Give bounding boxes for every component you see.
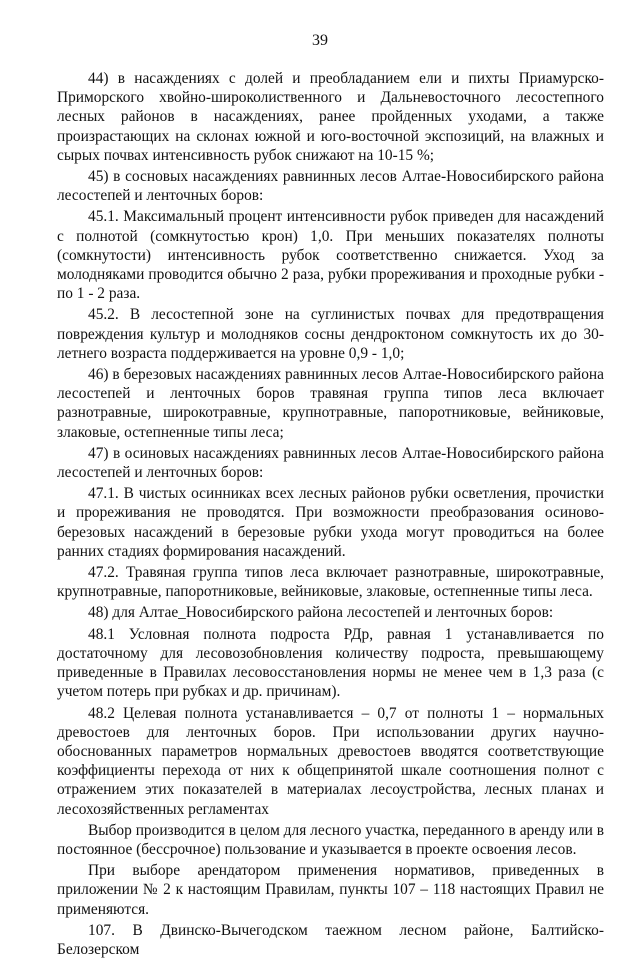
paragraph-46: 46) в березовых насаждениях равнинных лесов Алтае-Новосибирского района лесостепей и ленточных боров травяная группа типов леса включает разнотравные, широкотравные, крупнотравные, папоротниковые, вейниковые, злаковые, остепненные типы леса;	[57, 366, 604, 441]
paragraph-45-2: 45.2. В лесостепной зоне на суглинистых почвах для предотвращения повреждения культур и молодняков сосны дендроктоном сомкнутость их до 30-летнего возраста поддерживается на уровне 0,9 - 1,0;	[57, 306, 604, 362]
paragraph-47-2: 47.2. Травяная группа типов леса включает разнотравные, широкотравные, крупнотравные, папоротниковые, вейниковые, злаковые, остепненные типы леса.	[57, 564, 604, 601]
paragraph-45: 45) в сосновых насаждениях равнинных лесов Алтае-Новосибирского района лесостепей и ленточных боров:	[57, 168, 604, 205]
document-body	[57, 69, 604, 961]
paragraph-44: 44) в насаждениях с долей и преобладанием ели и пихты Приамурско-Приморского хвойно-широколиственного и Дальневосточного лесостепного лесных районов в насаждениях, ранее пройденных уходами, а также произрастающих на склонах южной и юго-восточной экспозиций, на влажных и сырых почвах интенсивность рубок снижают на 10-15 %;	[57, 70, 604, 164]
paragraph-48-2: 48.2 Целевая полнота устанавливается – 0,7 от полноты 1 – нормальных древостоев для ленточных боров. При использовании других научно-обоснованных параметров нормальных древостоев вводятся соответствующие коэффициенты перехода от них к общепринятой шкале соотношения полнот с отражением этих показателей в материалах лесоустройства, лесных планах и лесохозяйственных регламентах	[57, 704, 604, 818]
paragraph-48: 48) для Алтае_Новосибирского района лесостепей и ленточных боров:	[88, 604, 554, 622]
page-number: 39	[312, 32, 328, 49]
paragraph-48-1: 48.1 Условная полнота подроста РДр, равная 1 устанавливается по достаточному для лесовозобновления количеству подроста, превышающему приведенные в Правилах лесовосстановления нормы не менее чем в 1,3 раза (с учетом потерь при рубках и др. причинам).	[57, 625, 604, 701]
paragraph-47: 47) в осиновых насаждениях равнинных лесов Алтае-Новосибирского района лесостепей и ленточных боров:	[57, 444, 604, 482]
paragraph-tenant-choice: При выборе арендатором применения нормативов, приведенных в приложении № 2 к настоящим Правилам, пункты 107 – 118 настоящих Правил не применяются.	[57, 862, 604, 918]
paragraph-45-1: 45.1. Максимальный процент интенсивности рубок приведен для насаждений с полнотой (сомкнутостью крон) 1,0. При меньших показателях полноты (сомкнутости) интенсивность рубок соответственно снижается. Уход за молодняками проводится обычно 2 раза, рубки прореживания и проходные рубки - по 1 - 2 раза.	[57, 208, 604, 303]
paragraph-107: 107. В Двинско-Вычегодском таежном лесном районе, Балтийско-Белозерском	[57, 921, 604, 958]
paragraph-selection: Выбор производится в целом для лесного участка, переданного в аренду или в постоянное (бессрочное) пользование и указывается в проекте освоения лесов.	[57, 821, 604, 858]
paragraph-47-1: 47.1. В чистых осинниках всех лесных районов рубки осветления, прочистки и прореживания не проводятся. При возможности преобразования осиново-березовых насаждений в березовые рубки ухода могут проводиться на более ранних стадиях формирования насаждений.	[57, 485, 604, 560]
